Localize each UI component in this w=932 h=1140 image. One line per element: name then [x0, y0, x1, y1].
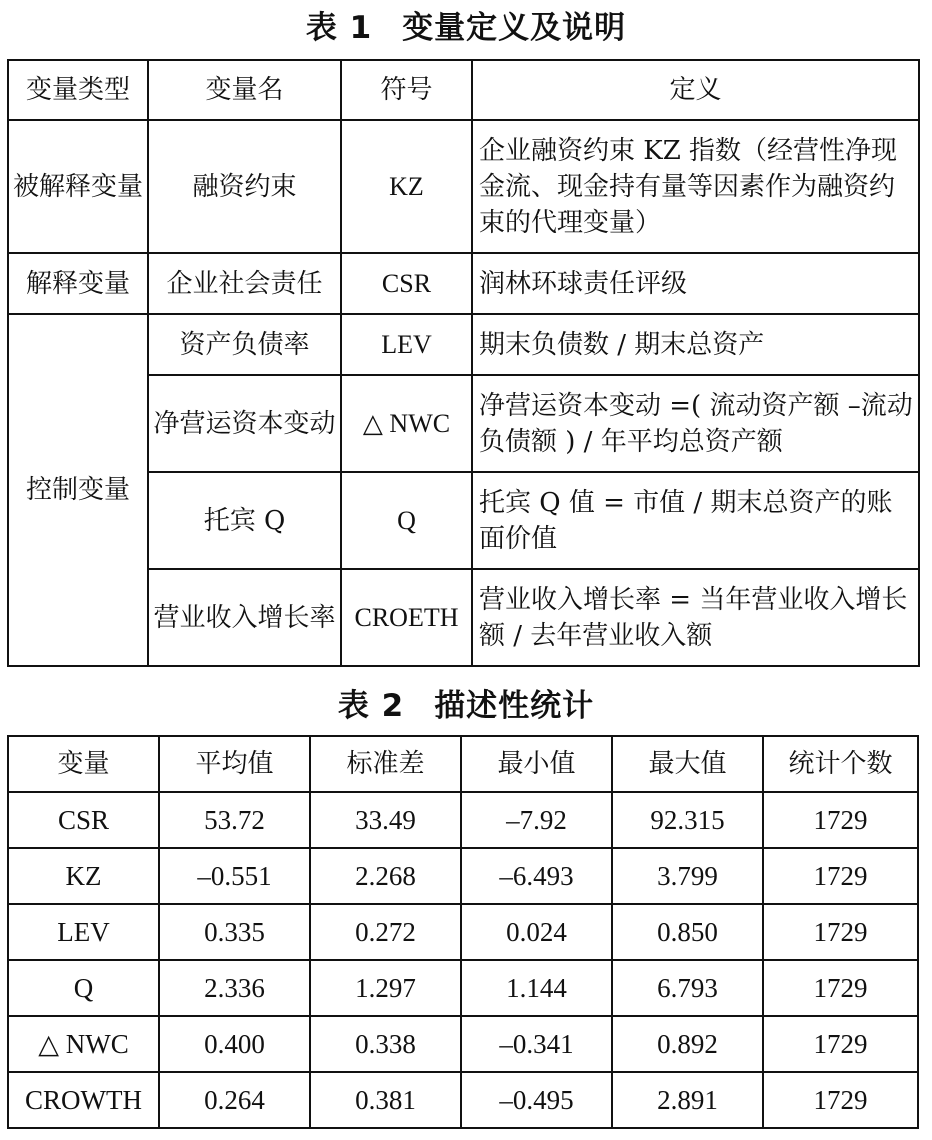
table2-value-cell: –0.495	[461, 1072, 612, 1128]
table2-value-cell: 53.72	[159, 792, 310, 848]
symbol-cell: CSR	[341, 253, 472, 314]
variable-name-cell: 企业社会责任	[148, 253, 341, 314]
table2-value-cell: 0.024	[461, 904, 612, 960]
table2-variable-cell: CROWTH	[8, 1072, 159, 1128]
table1-title	[0, 8, 932, 48]
table2-value-cell: 0.892	[612, 1016, 763, 1072]
table2-value-cell: –6.493	[461, 848, 612, 904]
table2-header-row	[8, 736, 918, 792]
table2-value-cell: 1729	[763, 848, 918, 904]
definition-cell: 托宾 Q 值 = 市值 / 期末总资产的账面价值	[472, 472, 919, 569]
symbol-cell: CROETH	[341, 569, 472, 666]
table2-row	[8, 792, 918, 848]
table2-value-cell: 0.335	[159, 904, 310, 960]
variable-type-cell: 控制变量	[8, 314, 148, 666]
symbol-cell: △ NWC	[341, 375, 472, 472]
table2-value-cell: 0.400	[159, 1016, 310, 1072]
variable-definition-table	[7, 59, 920, 667]
table1-header-cell: 变量名	[148, 60, 341, 120]
table2-value-cell: 2.336	[159, 960, 310, 1016]
table2-value-cell: 1729	[763, 1072, 918, 1128]
table1-row	[8, 314, 919, 375]
table2-value-cell: 92.315	[612, 792, 763, 848]
table2-variable-cell: CSR	[8, 792, 159, 848]
table1-header-cell: 定义	[472, 60, 919, 120]
table2-row	[8, 848, 918, 904]
table2-value-cell: 6.793	[612, 960, 763, 1016]
table2-value-cell: 1729	[763, 1016, 918, 1072]
table2-value-cell: 1729	[763, 960, 918, 1016]
table2-row	[8, 1072, 918, 1128]
variable-name-cell: 净营运资本变动	[148, 375, 341, 472]
table2-variable-cell: KZ	[8, 848, 159, 904]
table2-header-cell: 统计个数	[763, 736, 918, 792]
table2-row	[8, 1016, 918, 1072]
variable-name-cell: 融资约束	[148, 120, 341, 253]
variable-name-cell: 营业收入增长率	[148, 569, 341, 666]
table2-header-cell: 最大值	[612, 736, 763, 792]
table1-header-cell: 变量类型	[8, 60, 148, 120]
table1-title-text: 变量定义及说明	[402, 10, 627, 46]
table1-title-number: 表 1	[305, 10, 373, 46]
table2-variable-cell: LEV	[8, 904, 159, 960]
table2-row	[8, 960, 918, 1016]
symbol-cell: Q	[341, 472, 472, 569]
variable-name-cell: 资产负债率	[148, 314, 341, 375]
table2-variable-cell: Q	[8, 960, 159, 1016]
table2-variable-cell: △ NWC	[8, 1016, 159, 1072]
table2-title	[0, 686, 932, 726]
table1-header-cell: 符号	[341, 60, 472, 120]
table2-value-cell: 3.799	[612, 848, 763, 904]
variable-type-cell: 解释变量	[8, 253, 148, 314]
variable-name-cell: 托宾 Q	[148, 472, 341, 569]
table2-header-cell: 标准差	[310, 736, 461, 792]
table2-title-text: 描述性统计	[434, 688, 595, 724]
table2-value-cell: 1.297	[310, 960, 461, 1016]
table2-value-cell: 0.272	[310, 904, 461, 960]
table2-header-cell: 平均值	[159, 736, 310, 792]
table2-value-cell: 0.338	[310, 1016, 461, 1072]
table2-value-cell: 0.381	[310, 1072, 461, 1128]
table2-value-cell: 2.891	[612, 1072, 763, 1128]
table2-value-cell: 1729	[763, 904, 918, 960]
table2-header-cell: 变量	[8, 736, 159, 792]
symbol-cell: KZ	[341, 120, 472, 253]
descriptive-statistics-table	[7, 735, 919, 1129]
table2-row	[8, 904, 918, 960]
table2-title-number: 表 2	[337, 688, 405, 724]
table2-value-cell: –0.341	[461, 1016, 612, 1072]
table1-row	[8, 120, 919, 253]
table2-value-cell: 1729	[763, 792, 918, 848]
table2-value-cell: 1.144	[461, 960, 612, 1016]
table2-value-cell: –7.92	[461, 792, 612, 848]
table2-header-cell: 最小值	[461, 736, 612, 792]
variable-type-cell: 被解释变量	[8, 120, 148, 253]
table2-value-cell: 33.49	[310, 792, 461, 848]
definition-cell: 企业融资约束 KZ 指数（经营性净现金流、现金持有量等因素作为融资约束的代理变量）	[472, 120, 919, 253]
definition-cell: 营业收入增长率 = 当年营业收入增长额 / 去年营业收入额	[472, 569, 919, 666]
table2-value-cell: 0.850	[612, 904, 763, 960]
table1-row	[8, 253, 919, 314]
table2-value-cell: –0.551	[159, 848, 310, 904]
symbol-cell: LEV	[341, 314, 472, 375]
definition-cell: 净营运资本变动 =( 流动资产额 –流动负债额 ) / 年平均总资产额	[472, 375, 919, 472]
table1-header-row	[8, 60, 919, 120]
table2-value-cell: 2.268	[310, 848, 461, 904]
definition-cell: 润林环球责任评级	[472, 253, 919, 314]
table2-value-cell: 0.264	[159, 1072, 310, 1128]
definition-cell: 期末负债数 / 期末总资产	[472, 314, 919, 375]
